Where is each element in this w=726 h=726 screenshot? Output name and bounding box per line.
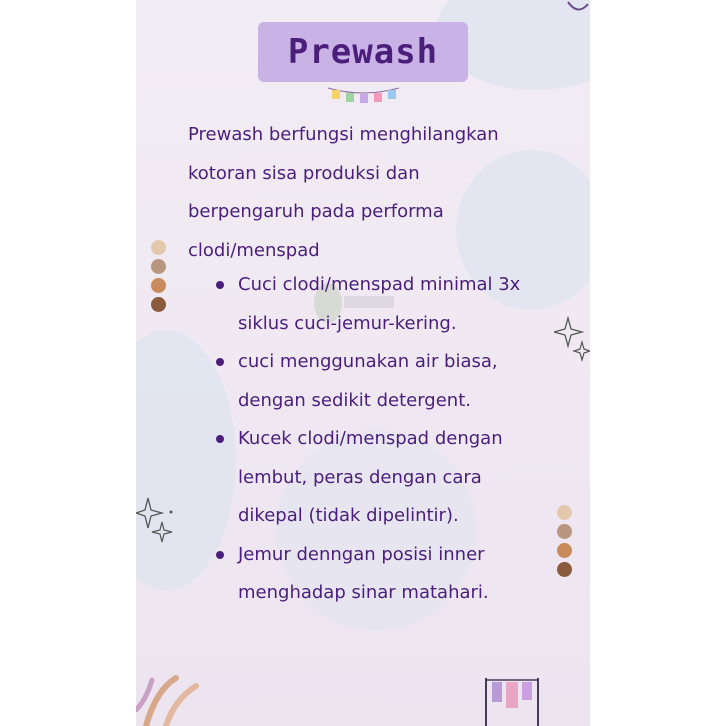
intro-paragraph: [188, 116, 548, 270]
bullet-icon: [216, 281, 224, 289]
list-item-line: dikepal (tidak dipelintir).: [238, 505, 459, 526]
swatch: [151, 297, 166, 312]
list-item: [214, 420, 544, 536]
page-title: Prewash: [287, 32, 439, 72]
title-banner: [258, 22, 468, 82]
plant-icon: [566, 0, 590, 16]
swatch: [557, 562, 572, 577]
bullet-icon: [216, 435, 224, 443]
swatch: [151, 278, 166, 293]
list-item-line: siklus cuci-jemur-kering.: [238, 312, 457, 334]
instruction-list: [214, 266, 544, 613]
swatch: [557, 524, 572, 539]
list-item-line: dengan sedikit detergent.: [238, 389, 471, 411]
list-item: [214, 266, 544, 343]
plant-icon: [136, 670, 216, 726]
sparkle-icon: [136, 496, 176, 548]
intro-line: berpengaruh pada performa: [188, 201, 444, 222]
intro-line: kotoran sisa produksi dan: [188, 162, 420, 184]
list-item: [214, 536, 544, 613]
swatch: [557, 543, 572, 558]
list-item-line: Jemur denngan posisi inner: [238, 543, 485, 565]
bullet-icon: [216, 551, 224, 559]
swatch: [151, 259, 166, 274]
list-item-line: lembut, peras dengan cara: [238, 466, 482, 488]
list-item-line: cuci menggunakan air biasa,: [238, 351, 498, 372]
prewash-card: [136, 0, 590, 726]
intro-line: clodi/menspad: [188, 239, 320, 261]
swatch: [557, 505, 572, 520]
bunting-icon: [326, 84, 401, 106]
list-item-line: menghadap sinar matahari.: [238, 582, 489, 603]
list-item: [214, 343, 544, 420]
color-swatch-icon: [151, 240, 166, 312]
swatch: [151, 240, 166, 255]
list-item-line: Cuci clodi/menspad minimal 3x: [238, 274, 521, 295]
list-item-line: Kucek clodi/menspad dengan: [238, 428, 503, 449]
intro-line: Prewash berfungsi menghilangkan: [188, 124, 499, 145]
color-swatch-icon: [557, 505, 572, 577]
sparkle-icon: [554, 316, 590, 362]
bullet-icon: [216, 358, 224, 366]
clothesline-icon: [482, 672, 542, 726]
